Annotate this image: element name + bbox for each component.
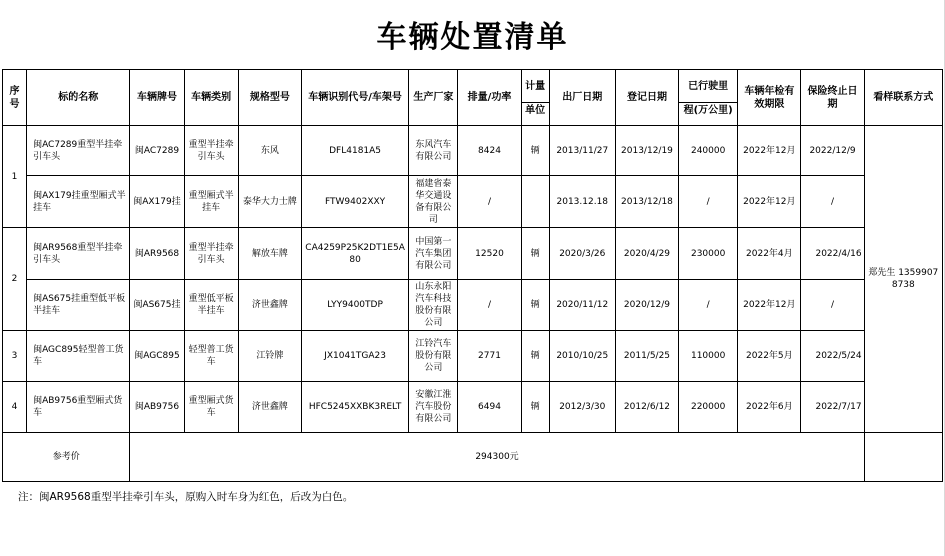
cell-inspection: 2022年4月 (738, 228, 801, 280)
table-row (3, 280, 943, 331)
header-unit-top: 计量 (522, 70, 549, 103)
cell-type: 重型半挂牵引车头 (184, 126, 238, 176)
cell-mfg-date: 2013.12.18 (549, 176, 615, 228)
cell-mileage: / (679, 176, 738, 228)
cell-reg-date: 2020/4/29 (615, 228, 678, 280)
cell-displacement: / (458, 280, 521, 331)
cell-model: 泰华大力士牌 (238, 176, 301, 228)
reference-price-value: 294300元 (130, 433, 864, 482)
cell-reg-date: 2012/6/12 (615, 382, 678, 433)
header-unit-bottom: 单位 (525, 105, 546, 116)
footnote: 注：闽AR9568重型半挂牵引车头，原购入时车身为红色，后改为白色。 (18, 491, 354, 503)
cell-insurance: / (801, 176, 864, 228)
cell-vin: LYY9400TDP (301, 280, 408, 331)
cell-displacement: 8424 (458, 126, 521, 176)
cell-mfg-date: 2012/3/30 (549, 382, 615, 433)
cell-name: 闽AGC895轻型普工货车 (27, 331, 130, 382)
cell-type: 轻型普工货车 (184, 331, 238, 382)
cell-insurance: 2022/4/16 (801, 228, 864, 280)
cell-insurance: 2022/7/17 (801, 382, 864, 433)
cell-mileage: 230000 (679, 228, 738, 280)
cell-mfg-date: 2020/11/12 (549, 280, 615, 331)
cell-type: 重型低平板半挂车 (184, 280, 238, 331)
cell-maker: 江铃汽车股份有限公司 (409, 331, 458, 382)
cell-reg-date: 2020/12/9 (615, 280, 678, 331)
header-row (3, 70, 943, 126)
cell-vin: DFL4181A5 (301, 126, 408, 176)
table-row (3, 382, 943, 433)
cell-vin: HFC5245XXBK3RELT (301, 382, 408, 433)
header-insurance: 保险终止日期 (801, 70, 864, 126)
cell-seq: 4 (3, 382, 27, 433)
cell-type: 重型半挂牵引车头 (184, 228, 238, 280)
header-reg-date: 登记日期 (615, 70, 678, 126)
table-row (3, 228, 943, 280)
cell-vin: JX1041TGA23 (301, 331, 408, 382)
cell-vin: FTW9402XXY (301, 176, 408, 228)
cell-plate: 闽AGC895 (130, 331, 184, 382)
cell-displacement: 2771 (458, 331, 521, 382)
page-title: 车辆处置清单 (376, 20, 569, 55)
header-vin: 车辆识别代号/车架号 (301, 70, 408, 126)
header-plate: 车辆牌号 (130, 70, 184, 126)
cell-unit: 辆 (521, 228, 549, 280)
cell-inspection: 2022年12月 (738, 126, 801, 176)
cell-displacement: 12520 (458, 228, 521, 280)
cell-vin: CA4259P25K2DT1E5A80 (301, 228, 408, 280)
header-unit (521, 70, 549, 126)
table-row (3, 126, 943, 176)
header-contact: 看样联系方式 (864, 70, 942, 126)
cell-maker: 中国第一汽车集团有限公司 (409, 228, 458, 280)
cell-seq: 1 (3, 126, 27, 228)
header-displacement: 排量/功率 (458, 70, 521, 126)
table-row (3, 176, 943, 228)
cell-name: 闽AB9756重型厢式货车 (27, 382, 130, 433)
table-row (3, 331, 943, 382)
cell-unit (521, 176, 549, 228)
cell-model: 江铃牌 (238, 331, 301, 382)
cell-type: 重型厢式货车 (184, 382, 238, 433)
cell-name: 闽AR9568重型半挂牵引车头 (27, 228, 130, 280)
cell-unit: 辆 (521, 126, 549, 176)
cell-maker: 安徽江淮汽车股份有限公司 (409, 382, 458, 433)
cell-insurance: 2022/12/9 (801, 126, 864, 176)
cell-plate: 闽AC7289 (130, 126, 184, 176)
cell-seq: 2 (3, 228, 27, 331)
cell-mileage: / (679, 280, 738, 331)
vehicle-disposal-table (2, 69, 943, 482)
cell-maker: 东风汽车有限公司 (409, 126, 458, 176)
cell-reg-date: 2013/12/19 (615, 126, 678, 176)
cell-mileage: 110000 (679, 331, 738, 382)
cell-plate: 闽AS675挂 (130, 280, 184, 331)
cell-maker: 山东永阳汽车科技股份有限公司 (409, 280, 458, 331)
cell-mfg-date: 2010/10/25 (549, 331, 615, 382)
cell-name: 闽AX179挂重型厢式半挂车 (27, 176, 130, 228)
cell-maker: 福建省泰华交通设备有限公司 (409, 176, 458, 228)
cell-plate: 闽AB9756 (130, 382, 184, 433)
cell-unit: 辆 (521, 280, 549, 331)
header-mileage-top: 已行驶里 (679, 70, 737, 103)
header-name: 标的名称 (27, 70, 130, 126)
cell-model: 解放车牌 (238, 228, 301, 280)
cell-contact: 郑先生 13599078738 (864, 126, 942, 433)
cell-insurance: 2022/5/24 (801, 331, 864, 382)
cell-mfg-date: 2013/11/27 (549, 126, 615, 176)
reference-price-row (3, 433, 943, 482)
cell-name: 闽AC7289重型半挂牵引车头 (27, 126, 130, 176)
cell-reg-date: 2013/12/18 (615, 176, 678, 228)
cell-inspection: 2022年12月 (738, 176, 801, 228)
reference-price-label: 参考价 (3, 433, 130, 482)
cell-displacement: 6494 (458, 382, 521, 433)
cell-plate: 闽AR9568 (130, 228, 184, 280)
cell-unit: 辆 (521, 331, 549, 382)
cell-mileage: 240000 (679, 126, 738, 176)
header-inspection: 车辆年检有效期限 (738, 70, 801, 126)
cell-mileage: 220000 (679, 382, 738, 433)
header-mileage (679, 70, 738, 126)
cell-plate: 闽AX179挂 (130, 176, 184, 228)
cell-model: 东风 (238, 126, 301, 176)
cell-inspection: 2022年12月 (738, 280, 801, 331)
cell-unit: 辆 (521, 382, 549, 433)
cell-model: 济世鑫牌 (238, 382, 301, 433)
cell-type: 重型厢式半挂车 (184, 176, 238, 228)
cell-inspection: 2022年5月 (738, 331, 801, 382)
cell-name: 闽AS675挂重型低平板半挂车 (27, 280, 130, 331)
header-mileage-bottom: 程(万公里) (683, 105, 733, 116)
header-maker: 生产厂家 (409, 70, 458, 126)
cell-seq: 3 (3, 331, 27, 382)
header-model: 规格型号 (238, 70, 301, 126)
header-type: 车辆类别 (184, 70, 238, 126)
cell-reg-date: 2011/5/25 (615, 331, 678, 382)
cell-mfg-date: 2020/3/26 (549, 228, 615, 280)
cell-model: 济世鑫牌 (238, 280, 301, 331)
header-seq: 序号 (3, 70, 27, 126)
cell-insurance: / (801, 280, 864, 331)
reference-price-blank (864, 433, 942, 482)
cell-displacement: / (458, 176, 521, 228)
header-mfg-date: 出厂日期 (549, 70, 615, 126)
cell-inspection: 2022年6月 (738, 382, 801, 433)
